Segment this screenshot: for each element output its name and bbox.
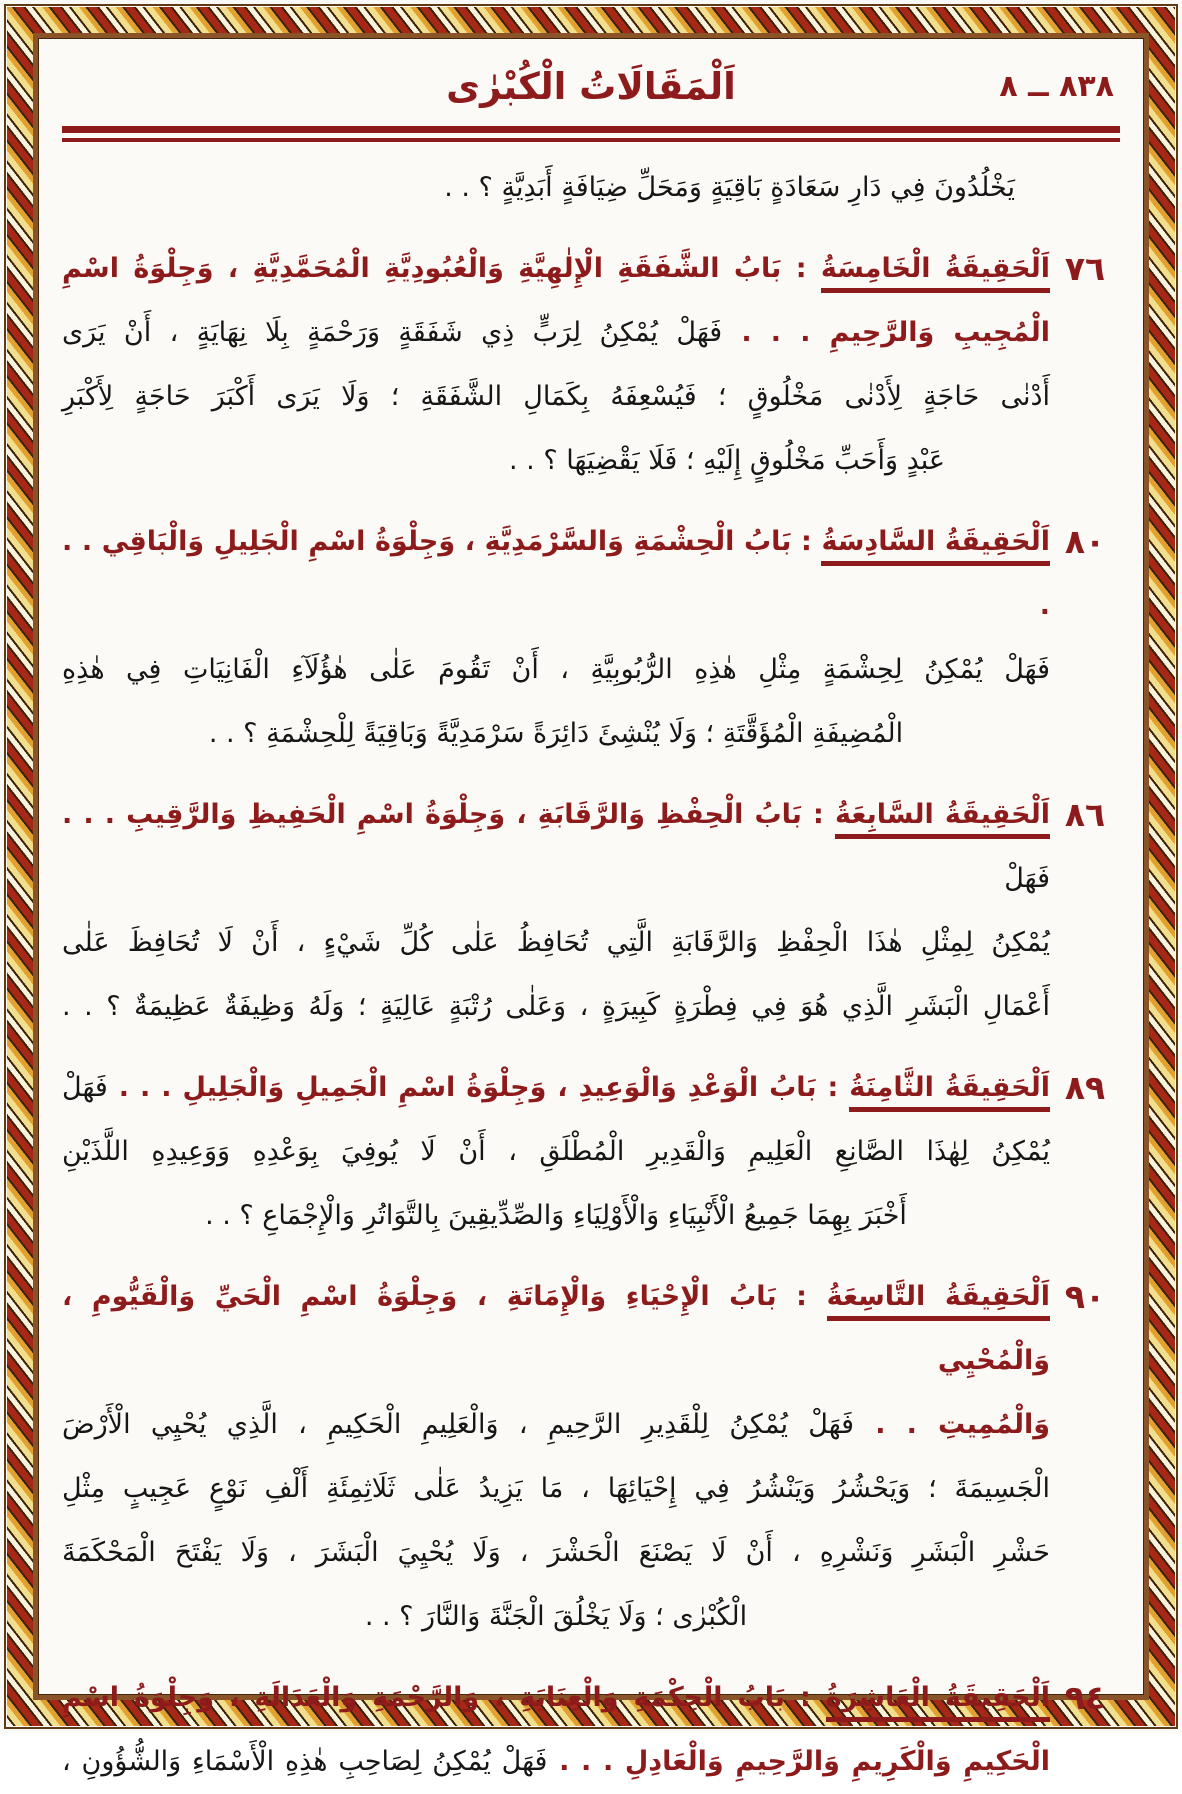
page-header: [62, 54, 1120, 120]
text-span: الْمُضِيفَةِ الْمُؤَقَّتَةِ ؛ وَلَا يُنْشِئَ دَائِرَةً سَرْمَدِيَّةً وَبَاقِيَةً لِلْحِشْمَةِ ؟ . .: [208, 718, 904, 749]
text-line: [62, 429, 1050, 493]
book-title: اَلْمَقَالَاتُ الْكُبْرٰى: [446, 65, 736, 108]
text-span: : بَابُ الْإِحْيَاءِ وَالْإِمَاتَةِ ، وَجِلْوَةُ اسْمِ الْحَيِّ وَالْقَيُّومِ ، وَالْمُحْيِي: [62, 1281, 1050, 1376]
text-span: الْحَكِيمِ وَالْكَرِيمِ وَالرَّحِيمِ وَالْعَادِلِ . . .: [547, 1746, 1051, 1777]
section: [62, 510, 1120, 766]
text-line: [62, 365, 1050, 429]
text-span: يُمْكِنُ لِمِثْلِ هٰذَا الْحِفْظِ وَالرَّقَابَةِ الَّتِي تُحَافِظُ عَلٰى كُلِّ شَيْءٍ ، أَنْ لَا تُحَافِظَ عَلٰى: [62, 927, 1050, 958]
text-span: : بَابُ الْحِكْمَةِ وَالْعِنَايَةِ ، وَالرَّحْمَةِ وَالْعَدَالَةِ ، وَجِلْوَةُ اسْمِ: [62, 1682, 826, 1713]
section-lines: [62, 1265, 1050, 1649]
section-heading-phrase: اَلْحَقِيقَةُ السَّابِعَةُ: [835, 799, 1050, 839]
section-number: ٨٠: [1064, 522, 1106, 561]
section-lines: [62, 237, 1050, 493]
text-span: : بَابُ الشَّفَقَةِ الْإِلٰهِيَّةِ وَالْعُبُودِيَّةِ الْمُحَمَّدِيَّةِ ، وَجِلْوَةُ اسْمِ: [62, 253, 821, 284]
header-divider: [62, 126, 1120, 142]
intro-line: [62, 156, 1120, 220]
text-line: [62, 702, 1050, 766]
section-number: ٨٩: [1064, 1068, 1106, 1107]
sections-container: [62, 237, 1120, 1794]
text-span: فَهَلْ يُمْكِنُ لِلْقَدِيرِ الرَّحِيمِ ، وَالْعَلِيمِ الْحَكِيمِ ، الَّذِي يُحْيِي الْأَرْضَ: [62, 1409, 855, 1440]
section-heading-phrase: اَلْحَقِيقَةُ الْخَامِسَةُ: [821, 253, 1050, 293]
section-heading-phrase: اَلْحَقِيقَةُ الْعَاشِرَةُ: [826, 1682, 1050, 1722]
divider-rule-thin: [62, 138, 1120, 142]
section: [62, 237, 1120, 493]
text-line: [62, 237, 1050, 301]
text-span: يُمْكِنُ لِهٰذَا الصَّانِعِ الْعَلِيمِ وَالْقَدِيرِ الْمُطْلَقِ ، أَنْ لَا يُوفِيَ بِوَعْدِهِ وَوَعِيدِهِ اللَّذَيْنِ: [62, 1136, 1050, 1167]
text-span: أَدْنٰى حَاجَةٍ لِأَدْنٰى مَخْلُوقٍ ؛ فَيُسْعِفَهُ بِكَمَالِ الشَّفَقَةِ ؛ وَلَا يَرَى أَكْبَرَ حَاجَةٍ لِأَكْبَرِ: [62, 381, 1050, 412]
section-number: ٩٤: [1064, 1678, 1106, 1717]
text-line: [62, 1666, 1050, 1730]
section: [62, 1265, 1120, 1649]
text-span: الْمُجِيبِ وَالرَّحِيمِ . . .: [722, 317, 1050, 348]
text-line: [62, 1265, 1050, 1393]
section: [62, 783, 1120, 1039]
page-number: ٨٣٨ ــ ٨: [999, 69, 1114, 104]
text-line: [62, 1521, 1050, 1585]
text-line: [62, 1184, 1050, 1248]
text-span: فَهَلْ: [62, 1072, 108, 1103]
section-number: ٧٦: [1064, 249, 1106, 288]
text-span: أَعْمَالِ الْبَشَرِ الَّذِي هُوَ فِي فِطْرَةٍ كَبِيرَةٍ ، وَعَلٰى رُتْبَةٍ عَالِيَةٍ ؛ وَلَهُ وَظِيفَةٌ عَظِيمَةٌ ؟ . .: [62, 991, 1050, 1022]
section-heading-phrase: اَلْحَقِيقَةُ السَّادِسَةُ: [821, 526, 1050, 566]
text-span: حَشْرِ الْبَشَرِ وَنَشْرِهِ ، أَنْ لَا يَصْنَعَ الْحَشْرَ ، وَلَا يُحْيِيَ الْبَشَرَ ، وَلَا يَفْتَحَ الْمَحْكَمَةَ: [62, 1537, 1050, 1568]
section: [62, 1666, 1120, 1794]
section: [62, 1056, 1120, 1248]
section-lines: [62, 783, 1050, 1039]
text-line: [62, 975, 1050, 1039]
page-content: [40, 40, 1142, 1777]
text-span: الْجَسِيمَةَ ؛ وَيَحْشُرُ وَيَنْشُرُ فِي إِحْيَائِهَا ، مَا يَزِيدُ عَلٰى ثَلَاثِمِئَةِ أَلْفِ نَوْعٍ عَجِيبٍ مِثْلِ: [62, 1473, 1050, 1504]
text-line: [62, 1730, 1050, 1794]
body-text: [62, 156, 1120, 1794]
text-line: [62, 301, 1050, 365]
section-heading-phrase: اَلْحَقِيقَةُ الثَّامِنَةُ: [849, 1072, 1050, 1112]
text-line: [62, 510, 1050, 638]
section-heading-phrase: اَلْحَقِيقَةُ التَّاسِعَةُ: [827, 1281, 1050, 1321]
text-span: : بَابُ الْوَعْدِ وَالْوَعِيدِ ، وَجِلْوَةُ اسْمِ الْجَمِيلِ وَالْجَلِيلِ . . .: [107, 1072, 850, 1103]
text-span: يَخْلُدُونَ فِي دَارِ سَعَادَةٍ بَاقِيَةٍ وَمَحَلِّ ضِيَافَةٍ أَبَدِيَّةٍ ؟ . .: [444, 172, 1015, 203]
section-lines: [62, 510, 1050, 766]
text-span: فَهَلْ يُمْكِنُ لِصَاحِبِ هٰذِهِ الْأَسْمَاءِ وَالشُّؤُونِ ،: [62, 1746, 548, 1777]
section-number: ٩٠: [1064, 1277, 1106, 1316]
divider-rule-thick: [62, 126, 1120, 133]
text-line: [62, 1393, 1050, 1457]
text-span: عَبْدٍ وَأَحَبِّ مَخْلُوقٍ إِلَيْهِ ؛ فَلَا يَقْضِيَهَا ؟ . .: [509, 445, 945, 476]
text-span: أَخْبَرَ بِهِمَا جَمِيعُ الْأَنْبِيَاءِ وَالْأَوْلِيَاءِ وَالصِّدِّيقِينَ بِالتَّوَاتُرِ وَالْإِجْمَاعِ ؟ . .: [205, 1200, 907, 1231]
text-span: : بَابُ الْحِفْظِ وَالرَّقَابَةِ ، وَجِلْوَةُ اسْمِ الْحَفِيظِ وَالرَّقِيبِ . . .: [62, 799, 835, 830]
text-span: فَهَلْ: [1004, 863, 1050, 894]
text-line: [62, 1120, 1050, 1184]
text-span: وَالْمُمِيتِ . .: [854, 1409, 1050, 1440]
text-span: الْكُبْرٰى ؛ وَلَا يَخْلُقَ الْجَنَّةَ وَالنَّارَ ؟ . .: [364, 1601, 748, 1632]
section-lines: [62, 1666, 1050, 1794]
text-line: [62, 1457, 1050, 1521]
text-line: [62, 1056, 1050, 1120]
text-line: [62, 1585, 1050, 1649]
text-span: : بَابُ الْحِشْمَةِ وَالسَّرْمَدِيَّةِ ، وَجِلْوَةُ اسْمِ الْجَلِيلِ وَالْبَاقِي . . .: [62, 526, 1050, 621]
text-span: فَهَلْ يُمْكِنُ لِرَبٍّ ذِي شَفَقَةٍ وَرَحْمَةٍ بِلَا نِهَايَةٍ ، أَنْ يَرَى: [62, 317, 723, 348]
section-lines: [62, 1056, 1050, 1248]
text-span: فَهَلْ يُمْكِنُ لِحِشْمَةٍ مِثْلِ هٰذِهِ الرُّبُوبِيَّةِ ، أَنْ تَقُومَ عَلٰى هٰؤُلَآءِ الْفَانِيَاتِ فِي هٰذِهِ: [62, 654, 1050, 685]
section-number: ٨٦: [1064, 795, 1106, 834]
text-line: [62, 638, 1050, 702]
text-line: [62, 911, 1050, 975]
text-line: [62, 783, 1050, 911]
